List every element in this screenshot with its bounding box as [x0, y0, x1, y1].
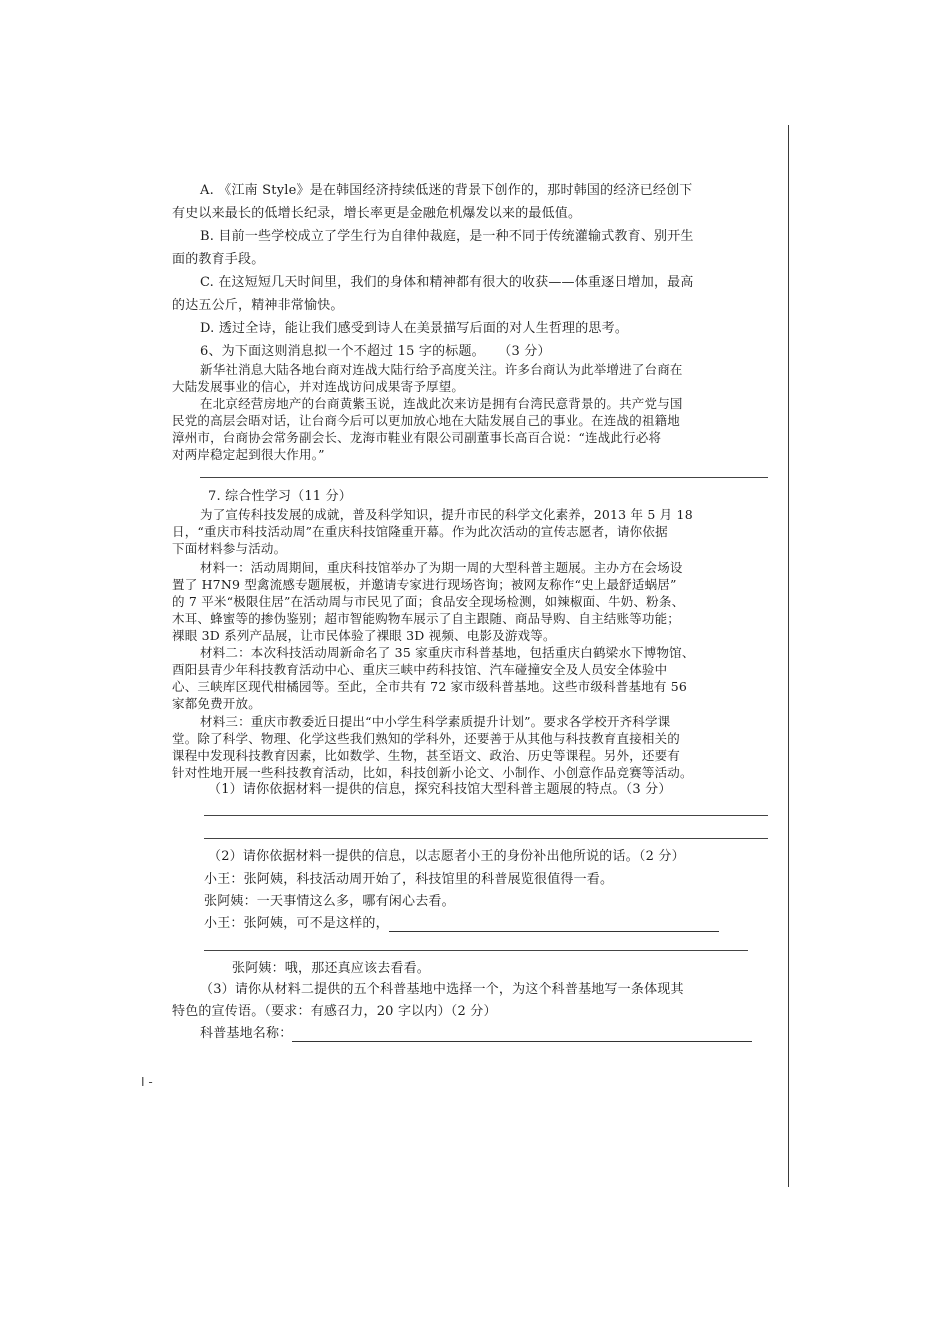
subq3-line2: 特色的宣传语。（要求：有感召力，20 字以内）（2 分） — [172, 1004, 497, 1019]
q6-p2-line3: 漳州市，台商协会常务副会长、龙海市鞋业有限公司副董事长高百合说：“连战此行必将 — [172, 430, 662, 445]
dialog-xiaowang-2-text: 小王：张阿姨，可不是这样的， — [204, 916, 389, 931]
dialog-answer-line — [204, 950, 748, 951]
dialog-xiaowang-1: 小王：张阿姨，科技活动周开始了，科技馆里的科普展览很值得一看。 — [204, 872, 614, 887]
material3-line4: 针对性地开展一些科技教育活动，比如，科技创新小论文、小制作、小创意作品竞赛等活动。 — [172, 765, 693, 780]
material3-line3: 课程中发现科技教育因素，比如数学、生物，甚至语文、政治、历史等课程。另外，还要有 — [172, 748, 681, 763]
q7-title: 7. 综合性学习（11 分） — [208, 489, 353, 504]
dialog-zhang-1: 张阿姨：一天事情这么多，哪有闲心去看。 — [204, 894, 455, 909]
material2-line4: 家都免费开放。 — [172, 696, 261, 711]
subq1-text: （1）请你依据材料一提供的信息，探究科技馆大型科普主题展的特点。（3 分） — [208, 782, 672, 797]
dialog-zhang-2: 张阿姨：哦，那还真应该去看看。 — [232, 961, 431, 976]
dialog-xiaowang-2 — [204, 916, 719, 932]
option-d: D. 透过全诗，能让我们感受到诗人在美景描写后面的对人生哲理的思考。 — [200, 321, 629, 336]
page-mark: I - — [141, 1075, 153, 1089]
q7-intro-line1: 为了宣传科技发展的成就，普及科学知识，提升市民的科学文化素养，2013 年 5 月 18 — [200, 507, 693, 522]
q7-intro-line2: 日，“重庆市科技活动周”在重庆科技馆隆重开幕。作为此次活动的宣传志愿者，请你依据 — [172, 524, 668, 539]
subq1-answer-line-1 — [204, 815, 768, 816]
material2-line1: 材料二：本次科技活动周新命名了 35 家重庆市科普基地，包括重庆白鹤梁水下博物馆、 — [200, 645, 695, 660]
material1-line1: 材料一：活动周期间，重庆科技馆举办了为期一周的大型科普主题展。主办方在会场设 — [200, 560, 683, 575]
option-a-line1: A. 《江南 Style》是在韩国经济持续低迷的背景下创作的，那时韩国的经济已经创下 — [200, 183, 693, 198]
material3-line1: 材料三：重庆市教委近日提出“中小学生科学素质提升计划”。要求各学校开齐科学课 — [200, 714, 671, 729]
q6-title: 6、为下面这则消息拟一个不超过 15 字的标题。 （3 分） — [200, 344, 551, 359]
material3-line2: 堂。除了科学、物理、化学这些我们熟知的学科外，还要善于从其他与科技教育直接相关的 — [172, 731, 681, 746]
base-name-row — [200, 1026, 752, 1042]
base-name-label: 科普基地名称： — [200, 1026, 293, 1041]
q6-p2-line1: 在北京经营房地产的台商黄紫玉说，连战此次来访是拥有台湾民意背景的。共产党与国 — [200, 396, 683, 411]
material2-line3: 心、三峡库区现代柑橘园等。至此，全市共有 72 家市级科普基地。这些市级科普基地有 56 — [172, 679, 688, 694]
option-c-line2: 的达五公斤，精神非常愉快。 — [172, 298, 344, 313]
material1-line4: 木耳、蜂蜜等的掺伪鉴别；超市智能购物车展示了自主跟随、商品导购、自主结账等功能； — [172, 611, 681, 626]
option-b-line2: 面的教育手段。 — [172, 252, 265, 267]
subq1-answer-line-2 — [204, 838, 768, 839]
q6-p2-line4: 对两岸稳定起到很大作用。” — [172, 447, 325, 462]
subq2-text: （2）请你依据材料一提供的信息，以志愿者小王的身份补出他所说的话。（2 分） — [208, 849, 685, 864]
material1-line2: 置了 H7N9 型禽流感专题展板，并邀请专家进行现场咨询；被网友称作“史上最舒适蜗居” — [172, 577, 677, 592]
q7-intro-line3: 下面材料参与活动。 — [172, 541, 287, 556]
q6-answer-line — [200, 477, 768, 478]
material1-line3: 的 7 平米“极限住居”在活动周与市民见了面；食品安全现场检测，如辣椒面、牛奶、粉条、 — [172, 594, 685, 609]
option-c-line1: C. 在这短短几天时间里，我们的身体和精神都有很大的收获——体重逐日增加，最高 — [200, 275, 694, 290]
q6-p2-line2: 民党的高层会晤对话，让台商今后可以更加放心地在大陆发展自己的事业。在连战的祖籍地 — [172, 413, 681, 428]
dialog-answer-blank — [389, 919, 719, 932]
option-b-line1: B. 目前一些学校成立了学生行为自律仲裁庭，是一种不同于传统灌输式教育、别开生 — [200, 229, 694, 244]
material2-line2: 酉阳县青少年科技教育活动中心、重庆三峡中药科技馆、汽车碰撞安全及人员安全体验中 — [172, 662, 668, 677]
margin-rule — [788, 125, 789, 1187]
q6-p1-line1: 新华社消息大陆各地台商对连战大陆行给予高度关注。许多台商认为此举增进了台商在 — [200, 362, 683, 377]
material1-line5: 裸眼 3D 系列产品展，让市民体验了裸眼 3D 视频、电影及游戏等。 — [172, 628, 556, 643]
q6-p1-line2: 大陆发展事业的信心，并对连战访问成果寄予厚望。 — [172, 379, 465, 394]
option-a-line2: 有史以来最长的低增长纪录，增长率更是金融危机爆发以来的最低值。 — [172, 206, 582, 221]
base-name-blank — [292, 1029, 752, 1042]
subq3-line1: （3）请你从材料二提供的五个科普基地中选择一个，为这个科普基地写一条体现其 — [200, 982, 684, 997]
